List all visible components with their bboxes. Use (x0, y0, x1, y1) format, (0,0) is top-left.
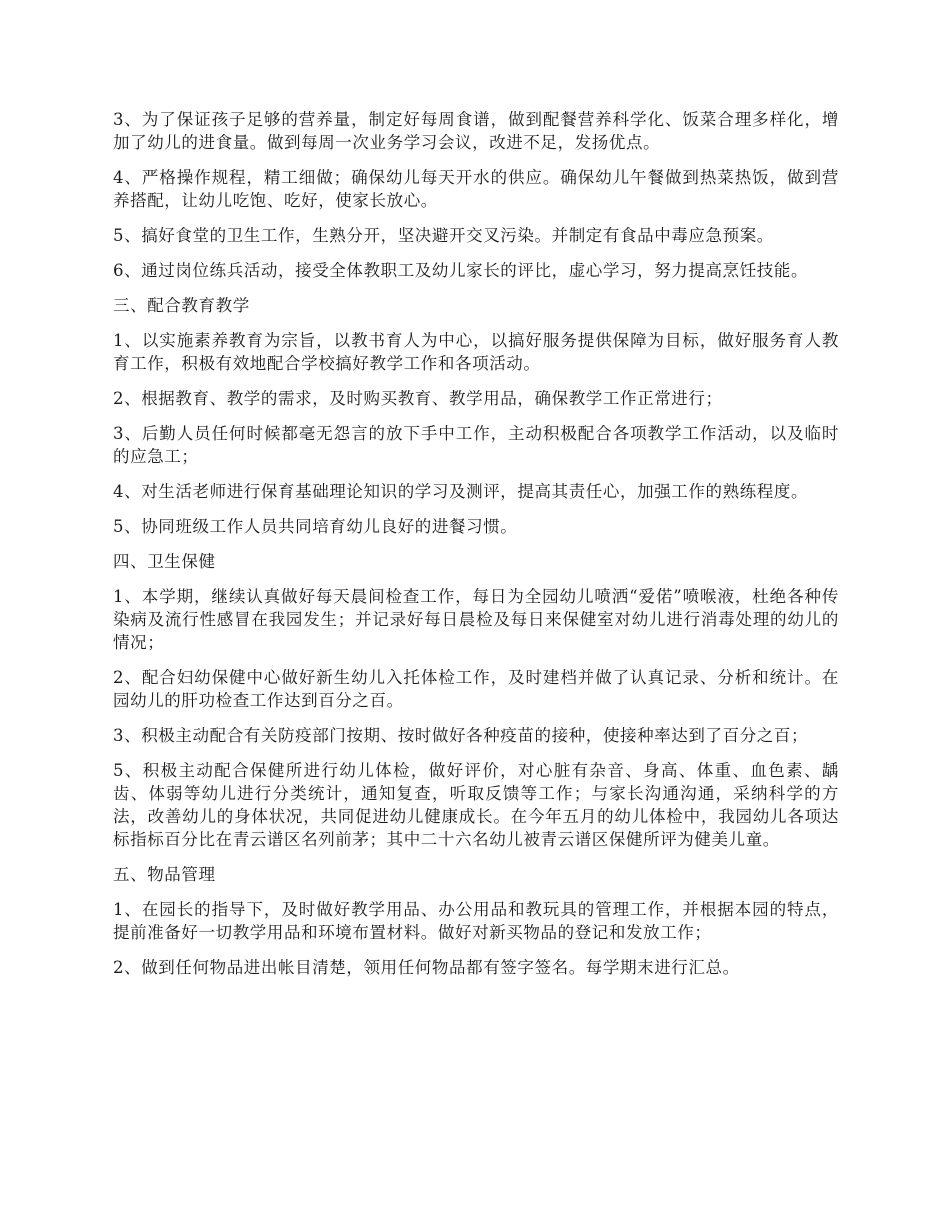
paragraph-accounts: 2、做到任何物品进出帐目清楚，领用任何物品都有签字签名。每学期末进行汇总。 (113, 958, 740, 977)
paragraph-canteen-hygiene: 5、搞好食堂的卫生工作，生熟分开，坚决避开交叉污染。并制定有食品中毒应急预案。 (113, 226, 774, 245)
section-heading-health: 四、卫生保健 (113, 552, 216, 571)
section-heading-teaching: 三、配合教育教学 (113, 296, 250, 315)
paragraph-enrollment-checkup: 2、配合妇幼保健中心做好新生幼儿入托体检工作，及时建档并做了认真记录、分析和统计。在园幼儿的肝功检查工作达到百分之百。 (113, 668, 839, 710)
paragraph-service-education: 1、以实施素养教育为宗旨，以教书育人为中心，以搞好服务提供保障为目标，做好服务育人教育工作，积极有效地配合学校搞好教学工作和各项活动。 (113, 331, 839, 373)
paragraph-physical-exam: 5、积极主动配合保健所进行幼儿体检，做好评价，对心脏有杂音、身高、体重、血色素、龋齿、体弱等幼儿进行分类统计，通知复查，听取反馈等工作；与家长沟通沟通，采纳科学的方法，改善幼儿的身体状况，共同促进幼儿健康成长。在今年五月的幼儿体检中，我园幼儿各项达标指标百分比在青云谱区名列前茅；其中二十六名幼儿被青云谱区保健所评为健美儿童。 (113, 761, 839, 849)
paragraph-logistics-support: 3、后勤人员任何时候都毫无怨言的放下手中工作，主动积极配合各项教学工作活动，以及临时的应急工； (113, 424, 839, 466)
paragraph-operation-rules: 4、严格操作规程，精工细做；确保幼儿每天开水的供应。确保幼儿午餐做到热菜热饭，做到营养搭配，让幼儿吃饱、吃好，使家长放心。 (113, 168, 839, 210)
paragraph-skill-training: 6、通过岗位练兵活动，接受全体教职工及幼儿家长的评比，虚心学习，努力提高烹饪技能。 (113, 261, 809, 280)
paragraph-nutrition-menu: 3、为了保证孩子足够的营养量，制定好每周食谱，做到配餐营养科学化、饭菜合理多样化，增加了幼儿的进食量。做到每周一次业务学习会议，改进不足，发扬优点。 (113, 110, 839, 152)
paragraph-morning-check: 1、本学期，继续认真做好每天晨间检查工作，每日为全园幼儿喷洒“爱偌”喷喉液，杜绝各种传染病及流行性感冒在我园发生；并记录好每日晨检及每日来保健室对幼儿进行消毒处理的幼儿的情况； (113, 587, 839, 652)
document-body (113, 108, 839, 991)
paragraph-purchase-supplies: 2、根据教育、教学的需求，及时购买教育、教学用品，确保教学工作正常进行； (113, 389, 723, 408)
paragraph-supply-management: 1、在园长的指导下，及时做好教学用品、办公用品和教玩具的管理工作，并根据本园的特点，提前准备好一切教学用品和环境布置材料。做好对新买物品的登记和发放工作； (113, 900, 839, 942)
paragraph-caregiver-training: 4、对生活老师进行保育基础理论知识的学习及测评，提高其责任心，加强工作的熟练程度。 (113, 482, 809, 501)
paragraph-eating-habits: 5、协同班级工作人员共同培育幼儿良好的进餐习惯。 (113, 517, 518, 536)
paragraph-vaccination: 3、积极主动配合有关防疫部门按期、按时做好各种疫苗的接种，使接种率达到了百分之百； (113, 726, 809, 745)
section-heading-supplies: 五、物品管理 (113, 865, 216, 884)
